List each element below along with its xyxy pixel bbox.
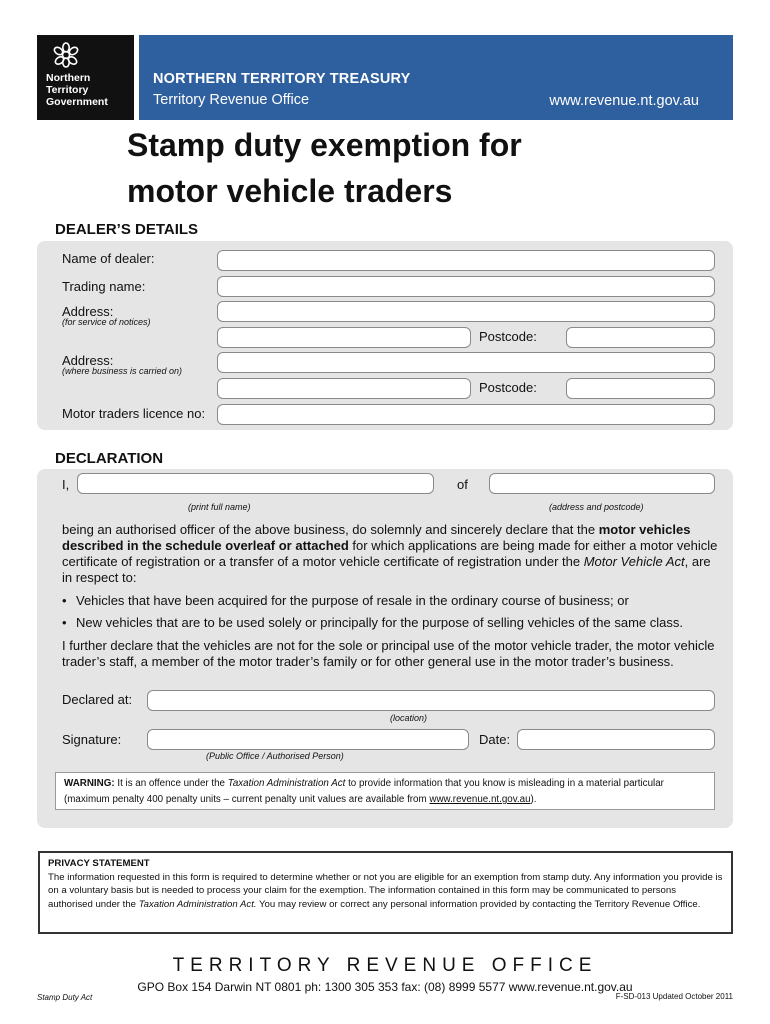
form-title-line1: Stamp duty exemption for [127,127,522,163]
address-postcode-note: (address and postcode) [549,502,644,512]
footer-act: Stamp Duty Act [37,993,93,1002]
address-postcode-field[interactable] [489,473,715,494]
postcode-1-field[interactable] [566,327,715,348]
notice-address-label: Address: [62,304,114,319]
signature-label: Signature: [62,732,122,747]
warning-text: It is an offence under the [114,778,228,789]
notice-address-note: (for service of notices) [62,317,151,327]
full-name-field[interactable] [77,473,434,494]
notice-address-field-1[interactable] [217,301,715,322]
signature-note: (Public Office / Authorised Person) [206,751,344,761]
logo-wordmark [46,72,108,108]
date-label: Date: [479,732,511,747]
date-field[interactable] [517,729,715,750]
postcode-2-field[interactable] [566,378,715,399]
business-address-label: Address: [62,353,114,368]
revenue-link[interactable]: www.revenue.nt.gov.au [429,794,531,805]
footer-office-name: TERRITORY REVENUE OFFICE [172,955,598,976]
privacy-text-part: You may review or correct any personal information provided by contacting the Territory Revenue Office. [256,898,701,910]
para-text: being an authorised officer of the above business, do solemnly and sincerely declare that the [62,522,599,537]
declared-at-field[interactable] [147,690,715,711]
business-address-note: (where business is carried on) [62,366,183,376]
print-name-note: (print full name) [188,502,251,512]
footer-form-code: F-SD-013 Updated October 2011 [615,992,733,1001]
business-address-field-1[interactable] [217,352,715,373]
privacy-heading: PRIVACY STATEMENT [48,858,150,869]
privacy-act: Taxation Administration Act. [138,898,257,910]
logo-line: Territory [46,84,89,96]
para-text: , are in respect to: [62,554,711,585]
para-text: for which applications are being made for either a motor vehicle certificate of registration or a transfer of a motor vehicle certificate of registration under the [62,538,718,569]
postcode-1-label: Postcode: [479,329,537,344]
trading-name-label: Trading name: [62,279,146,294]
flower-logo-icon [52,41,80,69]
bullet-1: Vehicles that have been acquired for the purpose of resale in the ordinary course of business; or [76,593,629,608]
signature-field[interactable] [147,729,469,750]
privacy-text [48,871,723,912]
notice-address-field-2[interactable] [217,327,471,348]
warning-text: to provide information that you know is misleading in a material particular (maximum penalty 400 penalty units – current penalty unit values are available from [64,778,664,805]
office-subtitle: Territory Revenue Office [153,92,310,108]
header-banner [139,35,733,120]
form-title-line2: motor vehicle traders [127,173,453,209]
para-bold: motor vehicles described in the schedule overleaf or attached [62,522,691,553]
declared-at-label: Declared at: [62,692,133,707]
declaration-paragraph [62,522,718,586]
warning-text: ). [530,794,537,805]
dealer-name-label: Name of dealer: [62,251,155,266]
i-label: I, [62,477,70,492]
act-name: Motor Vehicle Act [583,554,685,569]
trading-name-field[interactable] [217,276,715,297]
header-url[interactable]: www.revenue.nt.gov.au [549,93,699,109]
footer-contact: GPO Box 154 Darwin NT 0801 ph: 1300 305 353 fax: (08) 8999 5577 www.revenue.nt.gov.au [137,980,633,994]
dealer-details-heading: DEALER’S DETAILS [55,221,199,238]
warning-act: Taxation Administration Act [227,778,346,789]
licence-label: Motor traders licence no: [62,406,206,421]
treasury-title: NORTHERN TERRITORY TREASURY [153,71,411,87]
warning-box [55,772,715,810]
dealer-name-field[interactable] [217,250,715,271]
postcode-2-label: Postcode: [479,380,537,395]
privacy-text-part: The information requested in this form is required to determine whether or not you are eligible for an exemption from stamp duty. Any information you provide is on a voluntary basis but is needed to process your claim for the exemption. The information contained in this form may be communicated to persons authorised under the [48,871,723,910]
business-address-field-2[interactable] [217,378,471,399]
bullet-1-marker: • [62,593,67,608]
of-label: of [457,477,468,492]
bullet-2: New vehicles that are to be used solely or principally for the purpose of selling vehicles of the same class. [76,615,683,630]
logo-line: Government [46,96,108,108]
warning-bold: WARNING: [64,778,115,789]
privacy-statement-box [38,851,733,934]
logo-line: Northern [46,72,91,84]
licence-field[interactable] [217,404,715,425]
further-declaration: I further declare that the vehicles are not for the sole or principal use of the motor vehicle trader, the motor vehicle trader’s staff, a member of the motor trader’s family or for other general use in the motor trader’s business. [62,638,715,669]
declaration-heading: DECLARATION [55,450,164,467]
location-note: (location) [390,713,428,723]
nt-government-logo [37,35,134,120]
bullet-2-marker: • [62,615,67,630]
